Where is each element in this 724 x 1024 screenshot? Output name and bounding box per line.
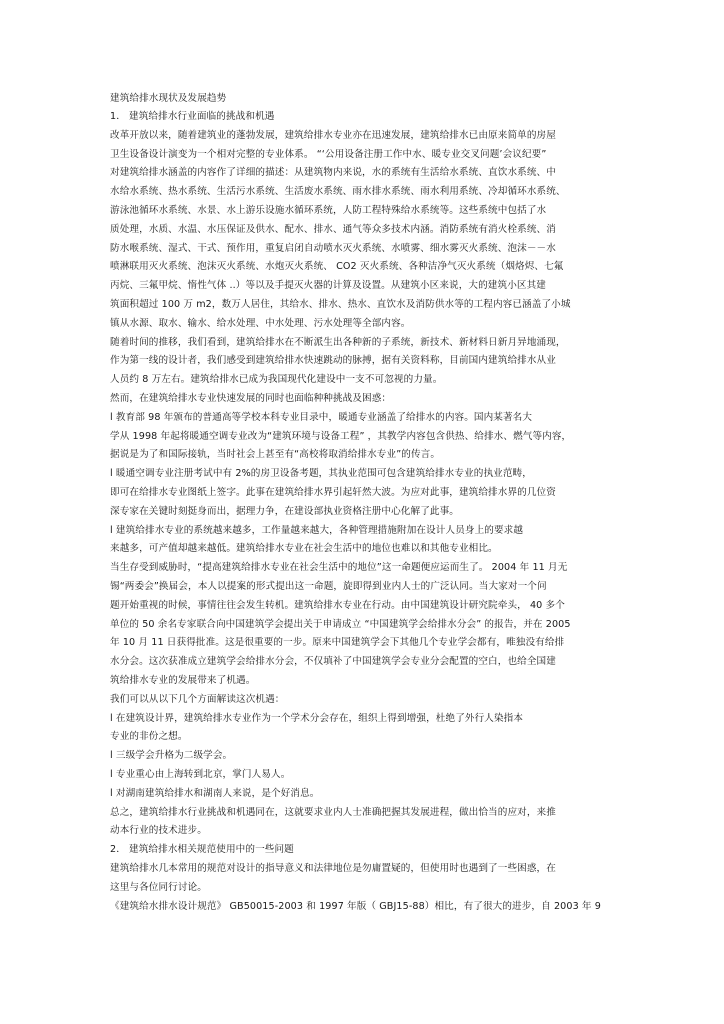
body-text-line: 作为第一线的设计者，我们感受到建筑给排水快速跳动的脉搏，据有关资料称，目前国内建筑给排水从业 <box>110 355 556 367</box>
body-text-line: 对建筑给排水涵盖的内容作了详细的描述：从建筑物内来说，水的系统有生活给水系统、直饮水系统、中 <box>110 167 556 179</box>
body-text-line: 这里与各位同行讨论。 <box>110 881 207 893</box>
body-text-line: 1． 建筑给排水行业面临的挑战和机遇 <box>110 111 275 122</box>
body-text-line: 《建筑给水排水设计规范》 GB50015-2003 和 1997 年版（ GBJ15-88）相比，有了很大的进步，自 2003 年 9 <box>110 900 601 912</box>
body-text-line: 专业的非份之想。 <box>110 731 188 743</box>
body-text-line: 当生存受到威胁时，“提高建筑给排水专业在社会生活中的地位”这一命题便应运而生了。 2004 年 11 月无 <box>110 562 568 574</box>
body-text-line: 筑给排水专业的发展带来了机遇。 <box>110 675 256 686</box>
body-text-line: 总之，建筑给排水行业挑战和机遇同在，这就要求业内人士准确把握其发展进程，做出恰当的应对，来推 <box>110 806 556 818</box>
body-text-line: l 对湖南建筑给排水和湖南人来说，是个好消息。 <box>110 787 320 799</box>
body-text-line: 水分会。这次获准成立建筑学会给排水分会，不仅填补了中国建筑学会专业分会配置的空白，也给全国建 <box>110 656 556 668</box>
body-text-line: 然而，在建筑给排水专业快速发展的同时也面临种种挑战及困惑： <box>110 393 392 404</box>
body-text-line: l 教育部 98 年颁布的普通高等学校本科专业目录中，暖通专业涵盖了给排水的内容。国内某著名大 <box>110 411 533 423</box>
body-text-line: 单位的 50 余名专家联合向中国建筑学会提出关于申请成立 “中国建筑学会给排水分会” 的报告，并在 2005 <box>110 618 571 630</box>
body-text-line: 动本行业的技术进步。 <box>110 825 207 837</box>
body-text-line: l 专业重心由上海转到北京，掌门人易人。 <box>110 769 291 780</box>
body-text-line: 防水喉系统、湿式、干式、预作用，重复启闭自动喷水灭火系统、水喷雾、细水雾灭火系统、泡沫－－水 <box>110 242 556 254</box>
body-text-line: 建筑给排水几本常用的规范对设计的指导意义和法律地位是勿庸置疑的，但使用时也遇到了一些困惑，在 <box>110 863 556 874</box>
body-text-line: 卫生设备设计演变为一个相对完整的专业体系。 “‘公用设备注册工作中水、暖专业交叉问题’会议纪要” <box>110 148 547 160</box>
body-text-line: 2． 建筑给排水相关规范使用中的一些问题 <box>110 844 294 856</box>
document-title: 建筑给排水现状及发展趋势 <box>110 93 227 104</box>
body-text-line: l 建筑给排水专业的系统越来越多，工作量越来越大，各种管理措施附加在设计人员身上的要求越 <box>110 524 524 536</box>
body-text-line: 筑面积超过 100 万 m2，数万人居住，其给水、排水、热水、直饮水及消防供水等的工程内容已涵盖了小城 <box>110 299 571 310</box>
body-text-line: l 在建筑设计界，建筑给排水专业作为一个学术分会存在，组织上得到增强，杜绝了外行人染指本 <box>110 712 524 724</box>
body-text-line: 题开始重视的时候，事情往往会发生转机。建筑给排水专业在行动。由中国建筑设计研究院牵头， 40 多个 <box>110 599 565 611</box>
body-text-line: 锡“两委会”换届会，本人以提案的形式提出这一命题，旋即得到业内人士的广泛认同。当大家对一个问 <box>110 581 547 592</box>
body-text-line: 即可在给排水专业图纸上签字。此事在建筑给排水界引起轩然大波。为应对此事，建筑给排水界的几位资 <box>110 487 556 498</box>
body-text-line: 喷淋联用灭火系统、泡沫灭火系统、水炮灭火系统、 CO2 灭火系统、各种洁净气灭火系统（烟烙烬、七氟 <box>110 261 564 273</box>
body-text-line: 随着时间的推移，我们看到，建筑给排水在不断派生出各种新的子系统，新技术、新材料日新月异地涌现， <box>110 336 566 348</box>
body-text-line: l 三级学会升格为二级学会。 <box>110 750 233 762</box>
body-text-line: 丙烷、三氟甲烷、惰性气体 ..）等以及手提灭火器的计算及设置。从建筑小区来说，大的建筑小区其建 <box>110 280 546 292</box>
body-text-line: 镇从水源、取水、输水、给水处理、中水处理、污水处理等全部内容。 <box>110 317 411 329</box>
body-text-line: 人员约 8 万左右。建筑给排水已成为我国现代化建设中一支不可忽视的力量。 <box>110 374 443 386</box>
body-text-line: 据说是为了和国际接轨，当时社会上甚至有“高校将取消给排水专业”的传言。 <box>110 449 441 461</box>
body-text-line: 年 10 月 11 日获得批准。这是很重要的一步。原来中国建筑学会下其他几个专业学会都有，唯独没有给排 <box>110 637 565 649</box>
body-text-line: 水给水系统、热水系统、生活污水系统、生活废水系统、雨水排水系统、雨水利用系统、冷却循环水系统、 <box>110 186 566 198</box>
body-text-line: 游泳池循环水系统、水景、水上游乐设施水循环系统，人防工程特殊给水系统等。这些系统中包括了水 <box>110 205 547 216</box>
body-text-line: 深专家在关键时刻挺身而出，据理力争，在建设部执业资格注册中心化解了此事。 <box>110 505 459 517</box>
body-text-line: 学从 1998 年起将暖通空调专业改为“建筑环境与设备工程” ，其教学内容包含供热、给排水、燃气等内容， <box>110 430 572 442</box>
body-text-line: 改革开放以来，随着建筑业的蓬勃发展，建筑给排水专业亦在迅速发展，建筑给排水已由原来简单的房屋 <box>110 129 556 141</box>
body-text-line: l 暖通空调专业注册考试中有 2%的房卫设备考题，其执业范围可包含建筑给排水专业的执业范畴， <box>110 468 532 480</box>
body-text-line: 来越多，可产值却越来越低。建筑给排水专业在社会生活中的地位也难以和其他专业相比。 <box>110 543 498 555</box>
body-text-line: 我们可以从以下几个方面解读这次机遇： <box>110 693 285 705</box>
body-text-line: 质处理，水质、水温、水压保证及供水、配水、排水、通气等众多技术内涵。消防系统有消火栓系统、消 <box>110 223 556 235</box>
